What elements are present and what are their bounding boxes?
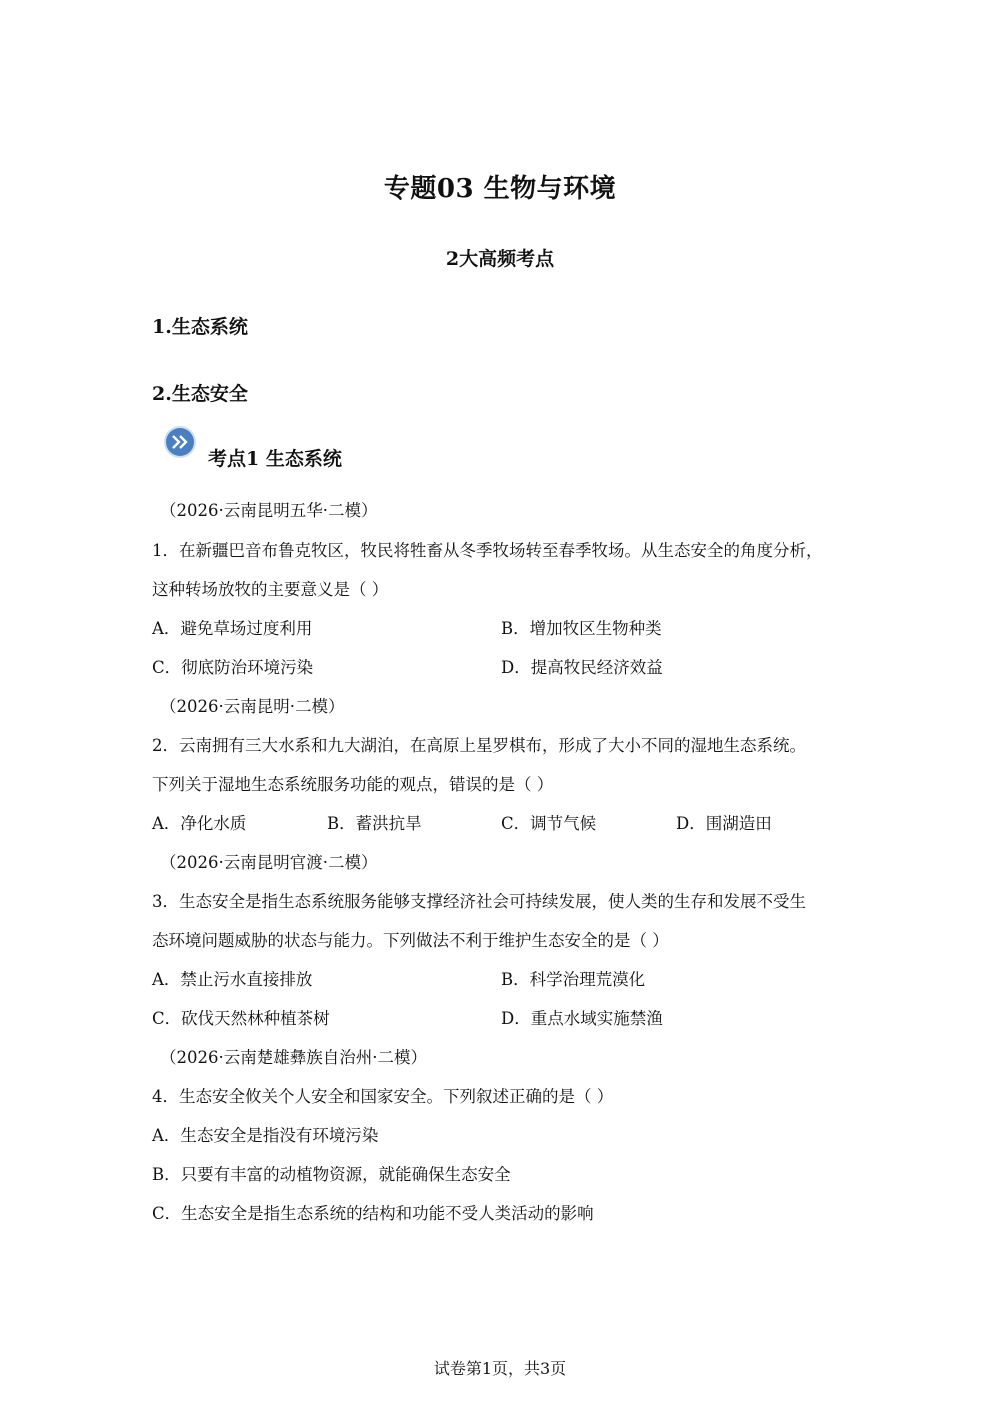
question-stem: 1．在新疆巴音布鲁克牧区，牧民将牲畜从冬季牧场转至春季牧场。从生态安全的角度分析， xyxy=(152,541,823,560)
section-title: 考点1 生态系统 xyxy=(208,448,342,470)
question-source: （2026·云南楚雄彝族自治州·二模） xyxy=(160,1048,427,1067)
question-option: A．生态安全是指没有环境污染 xyxy=(152,1126,379,1145)
question-stem: 态环境问题威胁的状态与能力。下列做法不利于维护生态安全的是（ ） xyxy=(152,931,669,950)
section-header xyxy=(166,428,566,478)
question-stem: 2．云南拥有三大水系和九大湖泊，在高原上星罗棋布，形成了大小不同的湿地生态系统。 xyxy=(152,736,806,755)
topic-item: 1.生态系统 xyxy=(152,316,248,338)
question-option: C．彻底防治环境污染 xyxy=(152,658,314,677)
question-option: D．重点水域实施禁渔 xyxy=(501,1009,663,1028)
question-option: A．禁止污水直接排放 xyxy=(152,970,313,989)
question-source: （2026·云南昆明·二模） xyxy=(160,697,345,716)
document-subtitle: 2大高频考点 xyxy=(445,248,555,270)
question-option: C．砍伐天然林种植茶树 xyxy=(152,1009,330,1028)
page-footer: 试卷第1页，共3页 xyxy=(433,1359,567,1378)
question-option: D．围湖造田 xyxy=(676,814,772,833)
question-stem: 下列关于湿地生态系统服务功能的观点，错误的是（ ） xyxy=(152,775,554,794)
question-source: （2026·云南昆明官渡·二模） xyxy=(160,853,378,872)
question-stem: 3．生态安全是指生态系统服务能够支撑经济社会可持续发展，使人类的生存和发展不受生 xyxy=(152,892,806,911)
question-option: B．增加牧区生物种类 xyxy=(501,619,662,638)
question-option: A．避免草场过度利用 xyxy=(152,619,313,638)
question-option: C．生态安全是指生态系统的结构和功能不受人类活动的影响 xyxy=(152,1204,594,1223)
question-option: B．只要有丰富的动植物资源，就能确保生态安全 xyxy=(152,1165,511,1184)
chevron-double-right-icon xyxy=(166,428,194,456)
question-source: （2026·云南昆明五华·二模） xyxy=(160,501,378,520)
question-option: A．净化水质 xyxy=(152,814,247,833)
question-option: D．提高牧民经济效益 xyxy=(501,658,663,677)
topic-item: 2.生态安全 xyxy=(152,383,248,405)
question-option: B．蓄洪抗旱 xyxy=(327,814,422,833)
question-option: B．科学治理荒漠化 xyxy=(501,970,646,989)
question-option: C．调节气候 xyxy=(501,814,597,833)
question-stem: 这种转场放牧的主要意义是（ ） xyxy=(152,580,389,599)
question-stem: 4．生态安全攸关个人安全和国家安全。下列叙述正确的是（ ） xyxy=(152,1087,614,1106)
document-title: 专题03 生物与环境 xyxy=(383,174,617,204)
